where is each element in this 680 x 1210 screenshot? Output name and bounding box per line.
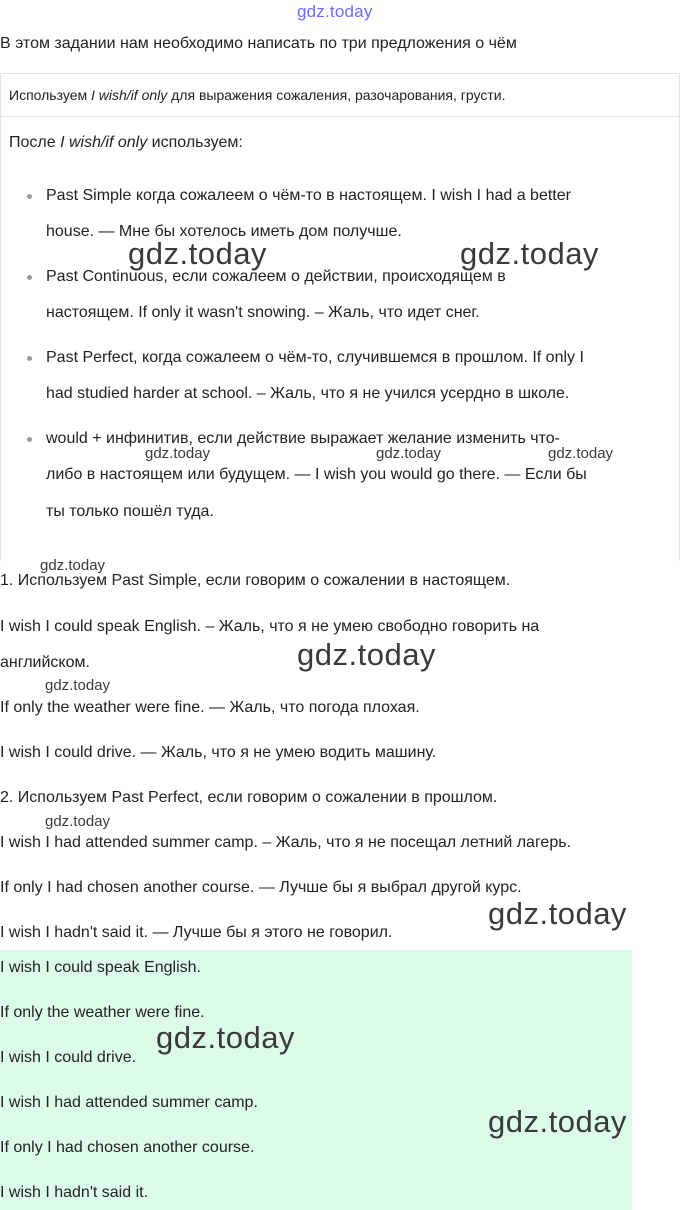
watermark-top: gdz.today xyxy=(297,2,373,21)
bullet-line: ты только пошёл туда. xyxy=(46,503,214,520)
bullet-line: had studied harder at school. – Жаль, что я не учился усердно в школе. xyxy=(46,385,570,402)
watermark: gdz.today xyxy=(376,445,442,462)
bullet-dot xyxy=(27,356,32,361)
bullet-dot xyxy=(27,194,32,199)
bullet-line: Past Continuous, если сожалеем о действии, происходящем в xyxy=(46,268,506,285)
bullet-dot xyxy=(27,437,32,442)
bullet-line: настоящем. If only it wasn't snowing. – Жаль, что идет снег. xyxy=(46,304,480,321)
section2-heading: 2. Используем Past Perfect, если говорим о сожалении в прошлом. xyxy=(0,789,498,806)
bullet-line: либо в настоящем или будущем. — I wish you would go there. — Если бы xyxy=(46,466,587,483)
rule-heading-em: I wish/if only xyxy=(91,87,168,103)
watermark: gdz.today xyxy=(128,236,267,271)
rule-box xyxy=(0,73,680,561)
watermark: gdz.today xyxy=(297,637,436,672)
rule-body-em: I wish/if only xyxy=(60,134,148,151)
answer-line: I wish I could drive. xyxy=(0,1049,137,1066)
bullet-line: house. — Мне бы хотелось иметь дом получше. xyxy=(46,223,402,240)
answer-box xyxy=(0,950,632,1210)
bullet-line: would + инфинитив, если действие выражает желание изменить что- xyxy=(46,430,560,447)
rule-body-prefix: После xyxy=(9,134,61,151)
section1-heading: 1. Используем Past Simple, если говорим о сожалении в настоящем. xyxy=(0,572,511,589)
answer-line: If only I had chosen another course. xyxy=(0,1139,255,1156)
rule-heading-suffix: для выражения сожаления, разочарования, грусти. xyxy=(167,87,506,103)
section1-line: I wish I could speak English. – Жаль, что я не умею свободно говорить на xyxy=(0,618,540,635)
watermark: gdz.today xyxy=(156,1020,295,1055)
bullet-dot xyxy=(27,275,32,280)
answer-line: I wish I had attended summer camp. xyxy=(0,1094,258,1111)
answer-line: I wish I hadn't said it. xyxy=(0,1184,149,1201)
section1-line: I wish I could drive. — Жаль, что я не умею водить машину. xyxy=(0,744,437,761)
watermark: gdz.today xyxy=(548,445,614,462)
answer-line: If only the weather were fine. xyxy=(0,1004,205,1021)
bullet-line: Past Simple когда сожалеем о чём-то в настоящем. I wish I had a better xyxy=(46,187,571,204)
bullet-line: Past Perfect, когда сожалеем о чём-то, случившемся в прошлом. If only I xyxy=(46,349,584,366)
watermark: gdz.today xyxy=(145,445,211,462)
watermark: gdz.today xyxy=(45,813,111,830)
rule-body-title xyxy=(9,134,243,152)
answer-line: I wish I could speak English. xyxy=(0,959,201,976)
section1-line: If only the weather were fine. — Жаль, что погода плохая. xyxy=(0,699,420,716)
section2-line: I wish I had attended summer camp. – Жаль, что я не посещал летний лагерь. xyxy=(0,834,572,851)
watermark: gdz.today xyxy=(460,236,599,271)
section2-line: If only I had chosen another course. — Лучше бы я выбрал другой курс. xyxy=(0,879,522,896)
section2-line: I wish I hadn't said it. — Лучше бы я этого не говорил. xyxy=(0,924,393,941)
rule-heading-prefix: Используем xyxy=(9,87,91,103)
watermark: gdz.today xyxy=(488,896,627,931)
watermark: gdz.today xyxy=(45,677,111,694)
rule-heading xyxy=(1,74,679,117)
intro-text: В этом задании нам необходимо написать по три предложения о чём xyxy=(0,35,517,52)
watermark: gdz.today xyxy=(40,557,106,574)
watermark: gdz.today xyxy=(488,1104,627,1139)
rule-body-suffix: используем: xyxy=(147,134,243,151)
section1-line: английском. xyxy=(0,654,90,671)
